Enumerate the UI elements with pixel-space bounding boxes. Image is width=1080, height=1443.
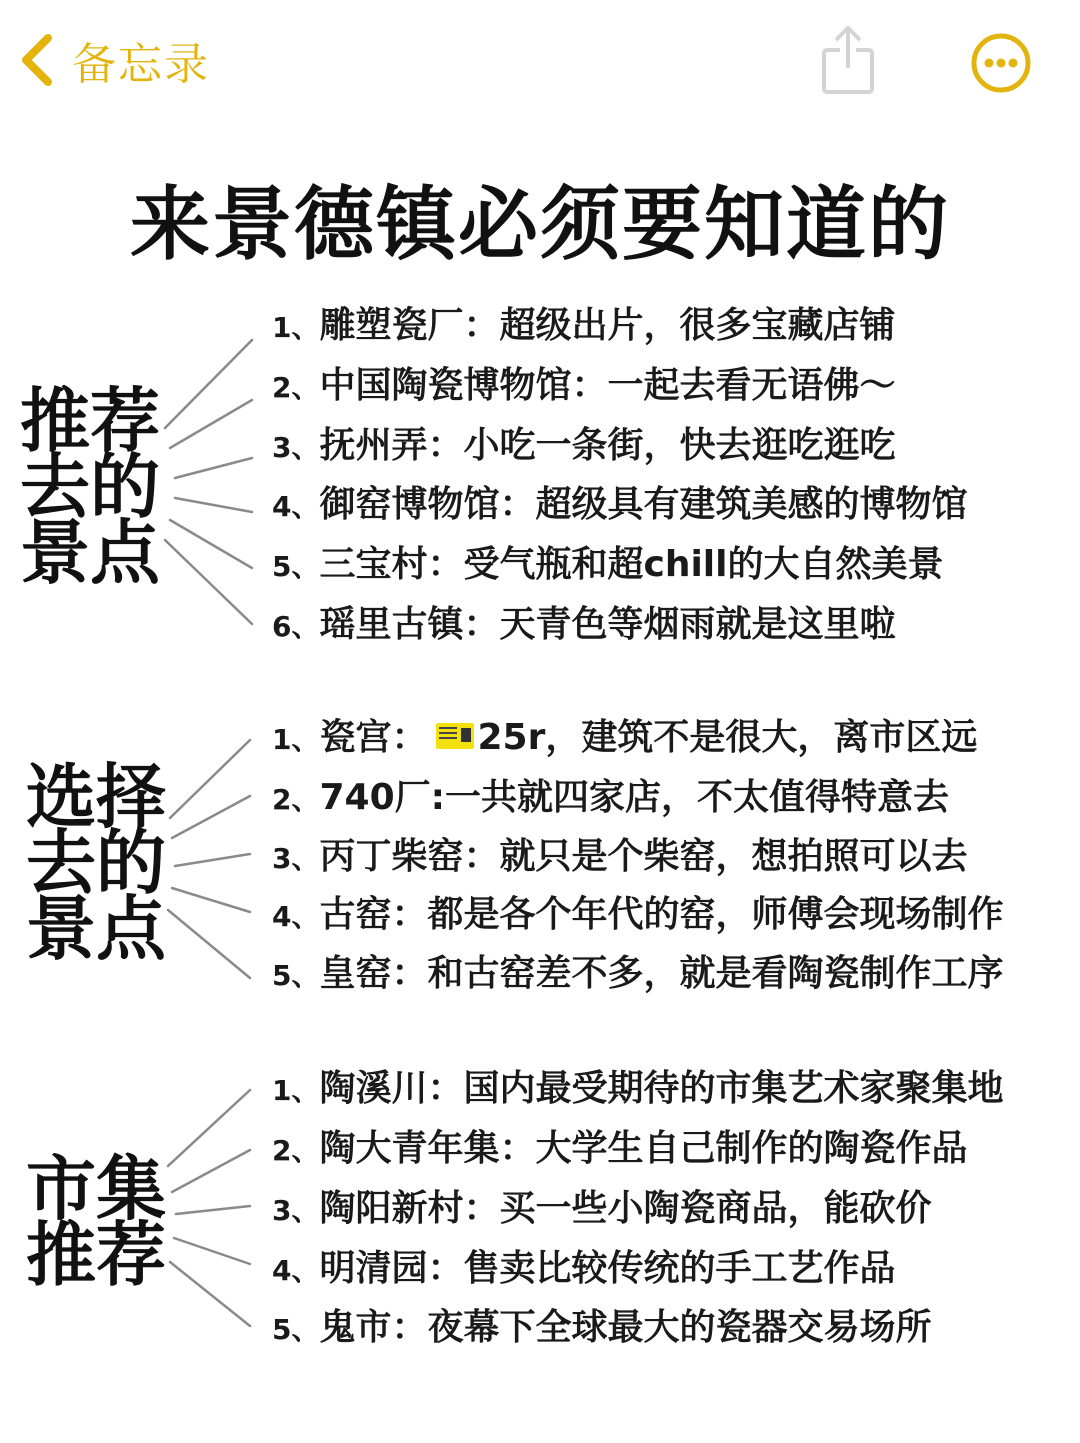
- more-button[interactable]: [970, 32, 1032, 94]
- connector-line: [170, 400, 252, 448]
- section-label-line: 推荐: [20, 380, 160, 462]
- section-label-markets: [26, 1148, 166, 1296]
- list-item: 4、明清园：售卖比较传统的手工艺作品: [272, 1248, 896, 1289]
- connector-line: [172, 796, 250, 838]
- connector-line: [168, 910, 250, 978]
- connector-line: [172, 1150, 250, 1192]
- ticket-icon: [436, 723, 474, 749]
- list-item: 6、瑶里古镇：天青色等烟雨就是这里啦: [272, 604, 896, 645]
- back-label: 备忘录: [72, 39, 210, 90]
- list-item: 5、三宝村：受气瓶和超chill的大自然美景: [272, 544, 944, 585]
- list-item: 3、丙丁柴窑：就只是个柴窑，想拍照可以去: [272, 836, 968, 877]
- section-label-recommended: [20, 380, 160, 594]
- page-title: 来景德镇必须要知道的: [130, 178, 950, 271]
- back-button[interactable]: [18, 28, 210, 92]
- list-item: 1、瓷宫： 25r，建筑不是很大，离市区远: [272, 717, 978, 758]
- connector-line: [170, 740, 250, 818]
- list-item: 2、中国陶瓷博物馆：一起去看无语佛～: [272, 365, 896, 406]
- list-item: 3、陶阳新村：买一些小陶瓷商品，能砍价: [272, 1188, 932, 1229]
- list-item: 1、陶溪川：国内最受期待的市集艺术家聚集地: [272, 1068, 1004, 1109]
- connector-line: [170, 1262, 250, 1326]
- connector-line: [174, 1238, 250, 1264]
- share-button[interactable]: [818, 24, 878, 96]
- connector-line: [168, 1090, 250, 1166]
- section-label-line: 去的: [20, 446, 160, 528]
- connector-line: [176, 1206, 250, 1214]
- connector-line: [175, 458, 252, 478]
- section-label-optional: [26, 756, 166, 970]
- connector-line: [165, 340, 252, 428]
- list-item: 5、鬼市：夜幕下全球最大的瓷器交易场所: [272, 1307, 932, 1348]
- list-item: 3、抚州弄：小吃一条街，快去逛吃逛吃: [272, 425, 896, 466]
- connector-line: [175, 854, 250, 866]
- connector-line: [165, 540, 252, 624]
- list-item: 2、740厂:一共就四家店，不太值得特意去: [272, 777, 950, 818]
- list-item: 4、古窑：都是各个年代的窑，师傅会现场制作: [272, 894, 1004, 935]
- section-label-line: 推荐: [26, 1214, 166, 1296]
- share-icon: [818, 24, 878, 96]
- connector-line: [172, 888, 250, 912]
- section-label-line: 景点: [20, 512, 160, 594]
- section-label-line: 选择: [26, 756, 166, 838]
- list-item: 2、陶大青年集：大学生自己制作的陶瓷作品: [272, 1128, 968, 1169]
- connector-line: [175, 498, 252, 512]
- notes-toolbar: [0, 0, 1080, 120]
- connector-line: [170, 520, 252, 568]
- section-label-line: 景点: [26, 888, 166, 970]
- section-label-line: 去的: [26, 822, 166, 904]
- list-item: 4、御窑博物馆：超级具有建筑美感的博物馆: [272, 484, 968, 525]
- list-item: 1、雕塑瓷厂：超级出片，很多宝藏店铺: [272, 305, 896, 346]
- section-label-line: 市集: [26, 1148, 166, 1230]
- chevron-left-icon: [18, 32, 54, 88]
- list-item: 5、皇窑：和古窑差不多，就是看陶瓷制作工序: [272, 953, 1004, 994]
- more-icon: [970, 32, 1032, 94]
